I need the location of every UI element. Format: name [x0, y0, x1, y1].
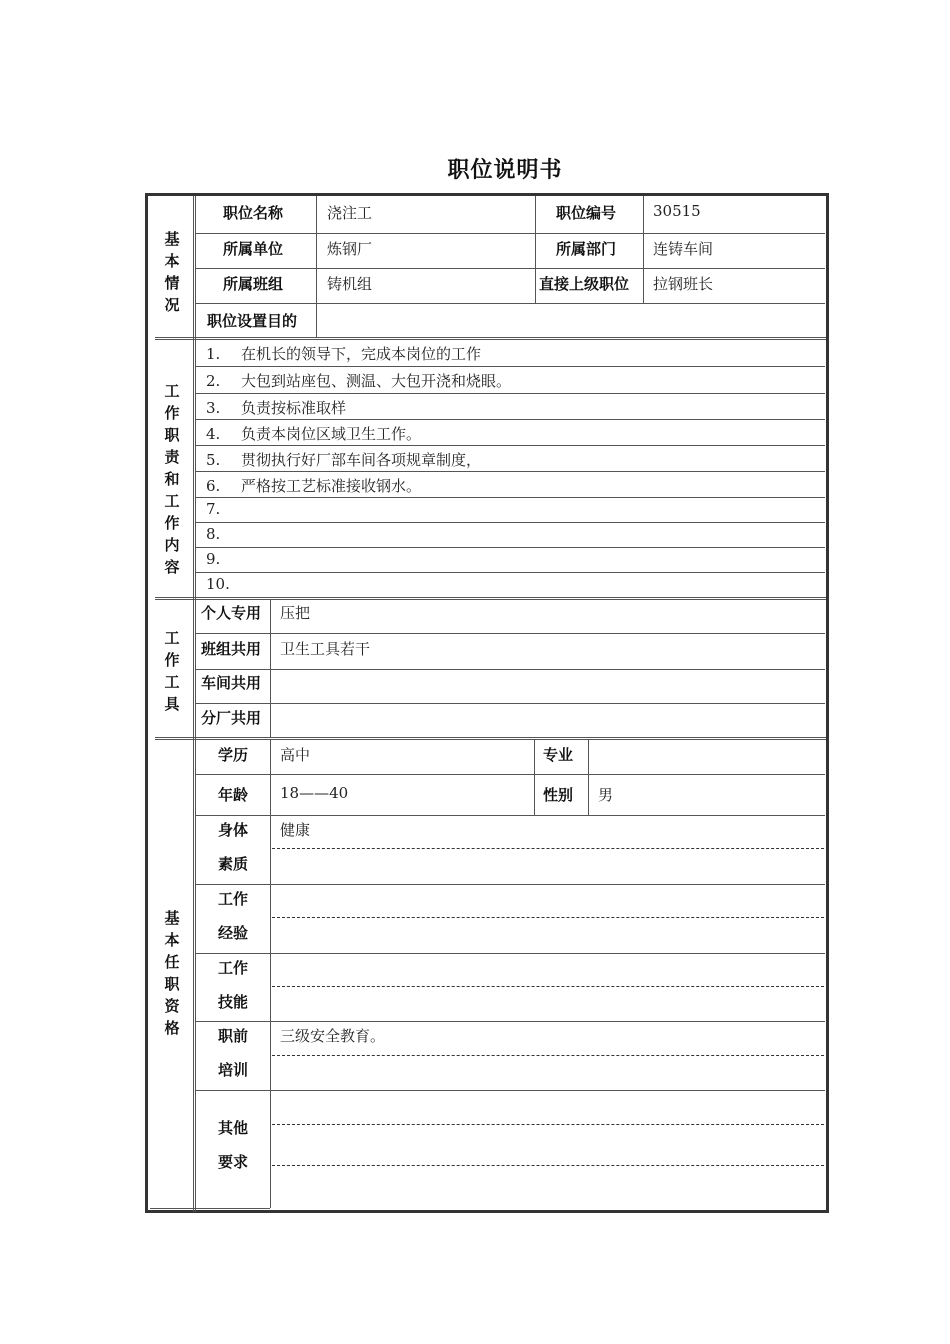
- physical-value: 健康: [280, 821, 311, 839]
- physical-label-line1: 身体: [218, 821, 249, 839]
- experience-label-line2: 经验: [218, 924, 249, 942]
- position-code-value: 30515: [653, 202, 701, 220]
- section-basic-text: 基本情况: [164, 230, 180, 314]
- grid-line: [196, 633, 825, 634]
- duty-num: 6.: [206, 477, 221, 495]
- team-value: 铸机组: [327, 275, 373, 293]
- section-tools-text: 工作工具: [164, 629, 180, 713]
- skills-label-line1: 工作: [218, 959, 249, 977]
- duty-line: [196, 419, 825, 420]
- tool-value-personal: 压把: [280, 604, 311, 622]
- fill-line: [272, 986, 824, 987]
- age-label: 年龄: [218, 786, 249, 804]
- section-label-duties: [162, 380, 182, 578]
- grid-line: [196, 268, 825, 269]
- duty-num: 2.: [206, 372, 221, 390]
- grid-line: [270, 740, 271, 1208]
- section-qualifications-text: 基本 任职资格: [164, 909, 180, 1037]
- duty-num: 4.: [206, 425, 221, 443]
- superior-label: 直接上级职位: [539, 275, 630, 293]
- duty-line: [196, 445, 825, 446]
- unit-value: 炼钢厂: [327, 240, 373, 258]
- grid-line: [196, 953, 825, 954]
- duty-item-6: [206, 475, 421, 496]
- physical-label-line2: 素质: [218, 855, 249, 873]
- tool-label-branch: 分厂共用: [201, 709, 262, 727]
- section-label-tools: [162, 627, 182, 715]
- gender-label: 性别: [543, 786, 574, 804]
- duty-num: 1.: [206, 345, 221, 363]
- fill-line: [272, 1165, 824, 1166]
- duty-num: 8.: [206, 525, 221, 543]
- duty-text: 贯彻执行好厂部车间各项规章制度，: [241, 451, 482, 469]
- other-label-line2: 要求: [218, 1153, 249, 1171]
- superior-value: 拉钢班长: [653, 275, 714, 293]
- grid-line: [196, 884, 825, 885]
- duty-line: [196, 572, 825, 573]
- gender-value: 男: [598, 786, 614, 804]
- training-label-line1: 职前: [218, 1027, 249, 1045]
- department-label: 所属部门: [556, 240, 617, 258]
- tool-label-team: 班组共用: [201, 640, 262, 658]
- section-divider-tools: [155, 597, 826, 600]
- fill-line: [272, 848, 824, 849]
- fill-line: [272, 917, 824, 918]
- education-label: 学历: [218, 746, 249, 764]
- duty-item-7: [206, 500, 241, 518]
- tool-label-workshop: 车间共用: [201, 674, 262, 692]
- duty-line: [196, 547, 825, 548]
- position-code-label: 职位编号: [556, 204, 617, 222]
- duty-item-2: [206, 370, 511, 391]
- fill-line: [272, 1055, 824, 1056]
- section-divider-duties: [155, 337, 826, 340]
- other-label-line1: 其他: [218, 1119, 249, 1137]
- fill-line: [272, 1124, 824, 1125]
- duty-item-4: [206, 423, 421, 444]
- duty-line: [196, 366, 825, 367]
- grid-line: [643, 196, 644, 303]
- duty-text: 在机长的领导下，完成本岗位的工作: [241, 345, 482, 363]
- section-duties-text: 工作职责和工作内容: [164, 382, 180, 576]
- position-name-value: 浇注工: [327, 204, 373, 222]
- duty-item-5: [206, 449, 481, 470]
- grid-line: [588, 740, 589, 815]
- age-value: 18——40: [280, 784, 349, 802]
- education-value: 高中: [280, 746, 311, 764]
- grid-line: [196, 815, 825, 816]
- purpose-label: 职位设置目的: [207, 312, 298, 330]
- tool-label-personal: 个人专用: [201, 604, 262, 622]
- duty-line: [196, 471, 825, 472]
- duty-item-1: [206, 343, 481, 364]
- grid-line: [196, 303, 825, 304]
- duty-item-10: [206, 575, 241, 593]
- duty-num: 3.: [206, 399, 221, 417]
- duty-text: 严格按工艺标准接收钢水。: [241, 477, 422, 495]
- position-name-label: 职位名称: [223, 204, 284, 222]
- training-label-line2: 培训: [218, 1061, 249, 1079]
- grid-line: [196, 669, 825, 670]
- page-title: 职位说明书: [447, 158, 563, 183]
- duty-line: [196, 393, 825, 394]
- duty-line: [196, 497, 825, 498]
- section-column-divider: [193, 196, 196, 1212]
- duty-num: 5.: [206, 451, 221, 469]
- duty-num: 9.: [206, 550, 221, 568]
- skills-label-line2: 技能: [218, 993, 249, 1011]
- section-divider-bottom: [150, 1208, 270, 1209]
- section-label-basic: [162, 228, 182, 316]
- unit-label: 所属单位: [223, 240, 284, 258]
- grid-line: [534, 740, 535, 815]
- tool-value-team: 卫生工具若干: [280, 640, 371, 658]
- duty-line: [196, 522, 825, 523]
- duty-text: 负责按标准取样: [241, 399, 347, 417]
- major-label: 专业: [543, 746, 574, 764]
- duty-text: 负责本岗位区域卫生工作。: [241, 425, 422, 443]
- duty-item-9: [206, 550, 241, 568]
- grid-line: [535, 196, 536, 303]
- training-value: 三级安全教育。: [280, 1027, 386, 1045]
- duty-num: 7.: [206, 500, 221, 518]
- grid-line: [196, 233, 825, 234]
- duty-num: 10.: [206, 575, 230, 593]
- duty-item-8: [206, 525, 241, 543]
- section-divider-qualifications: [155, 737, 826, 740]
- duty-item-3: [206, 397, 346, 418]
- section-label-qualifications: [162, 907, 182, 1039]
- grid-line: [196, 774, 825, 775]
- grid-line: [196, 1090, 825, 1091]
- grid-line: [196, 1021, 825, 1022]
- grid-line: [316, 196, 317, 337]
- department-value: 连铸车间: [653, 240, 714, 258]
- grid-line: [196, 703, 825, 704]
- team-label: 所属班组: [223, 275, 284, 293]
- experience-label-line1: 工作: [218, 890, 249, 908]
- duty-text: 大包到站座包、测温、大包开浇和烧眼。: [241, 372, 512, 390]
